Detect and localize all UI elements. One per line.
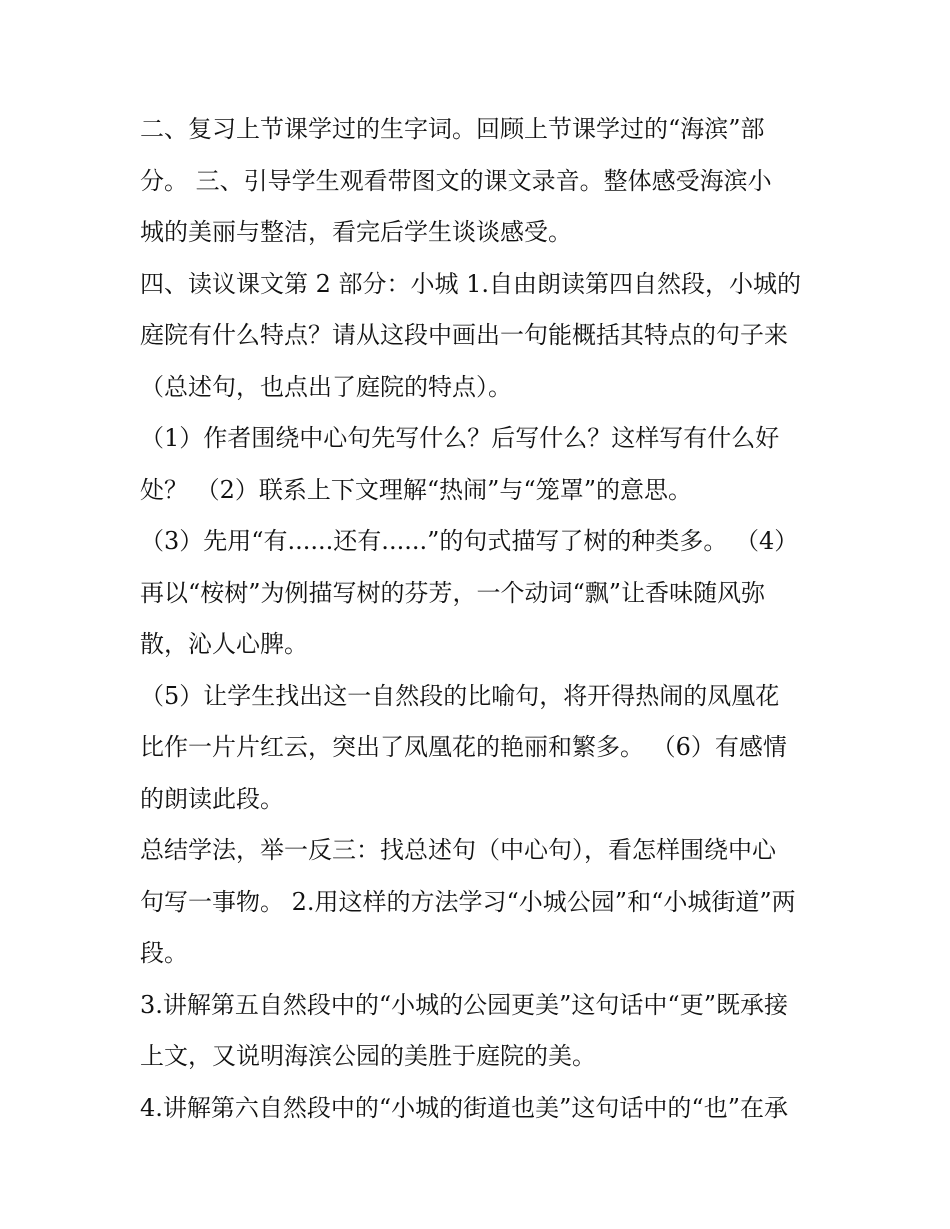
text-line: 城的美丽与整洁，看完后学生谈谈感受。 — [140, 218, 572, 246]
text-line: 4.讲解第六自然段中的“小城的街道也美”这句话中的“也”在承 — [140, 1093, 788, 1122]
text-line: 散，沁人心脾。 — [140, 630, 308, 658]
text-line: 的朗读此段。 — [140, 784, 284, 813]
text-line: 3.讲解第五自然段中的“小城的公园更美”这句话中“更”既承接 — [140, 990, 788, 1019]
text-line: （3）先用“有......还有......”的句式描写了树的种类多。 （4） — [140, 527, 799, 555]
text-line: 庭院有什么特点？请从这段中画出一句能概括其特点的句子来 — [140, 321, 788, 349]
text-line: 段。 — [140, 939, 188, 967]
lesson-plan-text — [140, 104, 820, 1134]
text-line: 总结学法，举一反三：找总述句（中心句），看怎样围绕中心 — [140, 836, 776, 864]
text-line: 四、读议课文第 2 部分：小城 1.自由朗读第四自然段，小城的 — [140, 269, 802, 298]
text-line: 句写一事物。 2.用这样的方法学习“小城公园”和“小城街道”两 — [140, 887, 796, 916]
text-line: 二、复习上节课学过的生字词。回顾上节课学过的“海滨”部 — [140, 115, 765, 143]
text-line: 上文，又说明海滨公园的美胜于庭院的美。 — [140, 1042, 596, 1070]
text-line: 分。 三、引导学生观看带图文的课文录音。整体感受海滨小 — [140, 166, 772, 195]
text-line: （总述句，也点出了庭院的特点）。 — [140, 372, 512, 401]
text-line: 处？ （2）联系上下文理解“热闹”与“笼罩”的意思。 — [140, 475, 692, 504]
text-line: 再以“桉树”为例描写树的芬芳，一个动词“飘”让香味随风弥 — [140, 578, 766, 607]
text-line: （5）让学生找出这一自然段的比喻句，将开得热闹的凤凰花 — [140, 681, 780, 710]
text-line: （1）作者围绕中心句先写什么？后写什么？这样写有什么好 — [140, 424, 780, 452]
text-line: 比作一片片红云，突出了凤凰花的艳丽和繁多。 （6）有感情 — [140, 733, 787, 761]
